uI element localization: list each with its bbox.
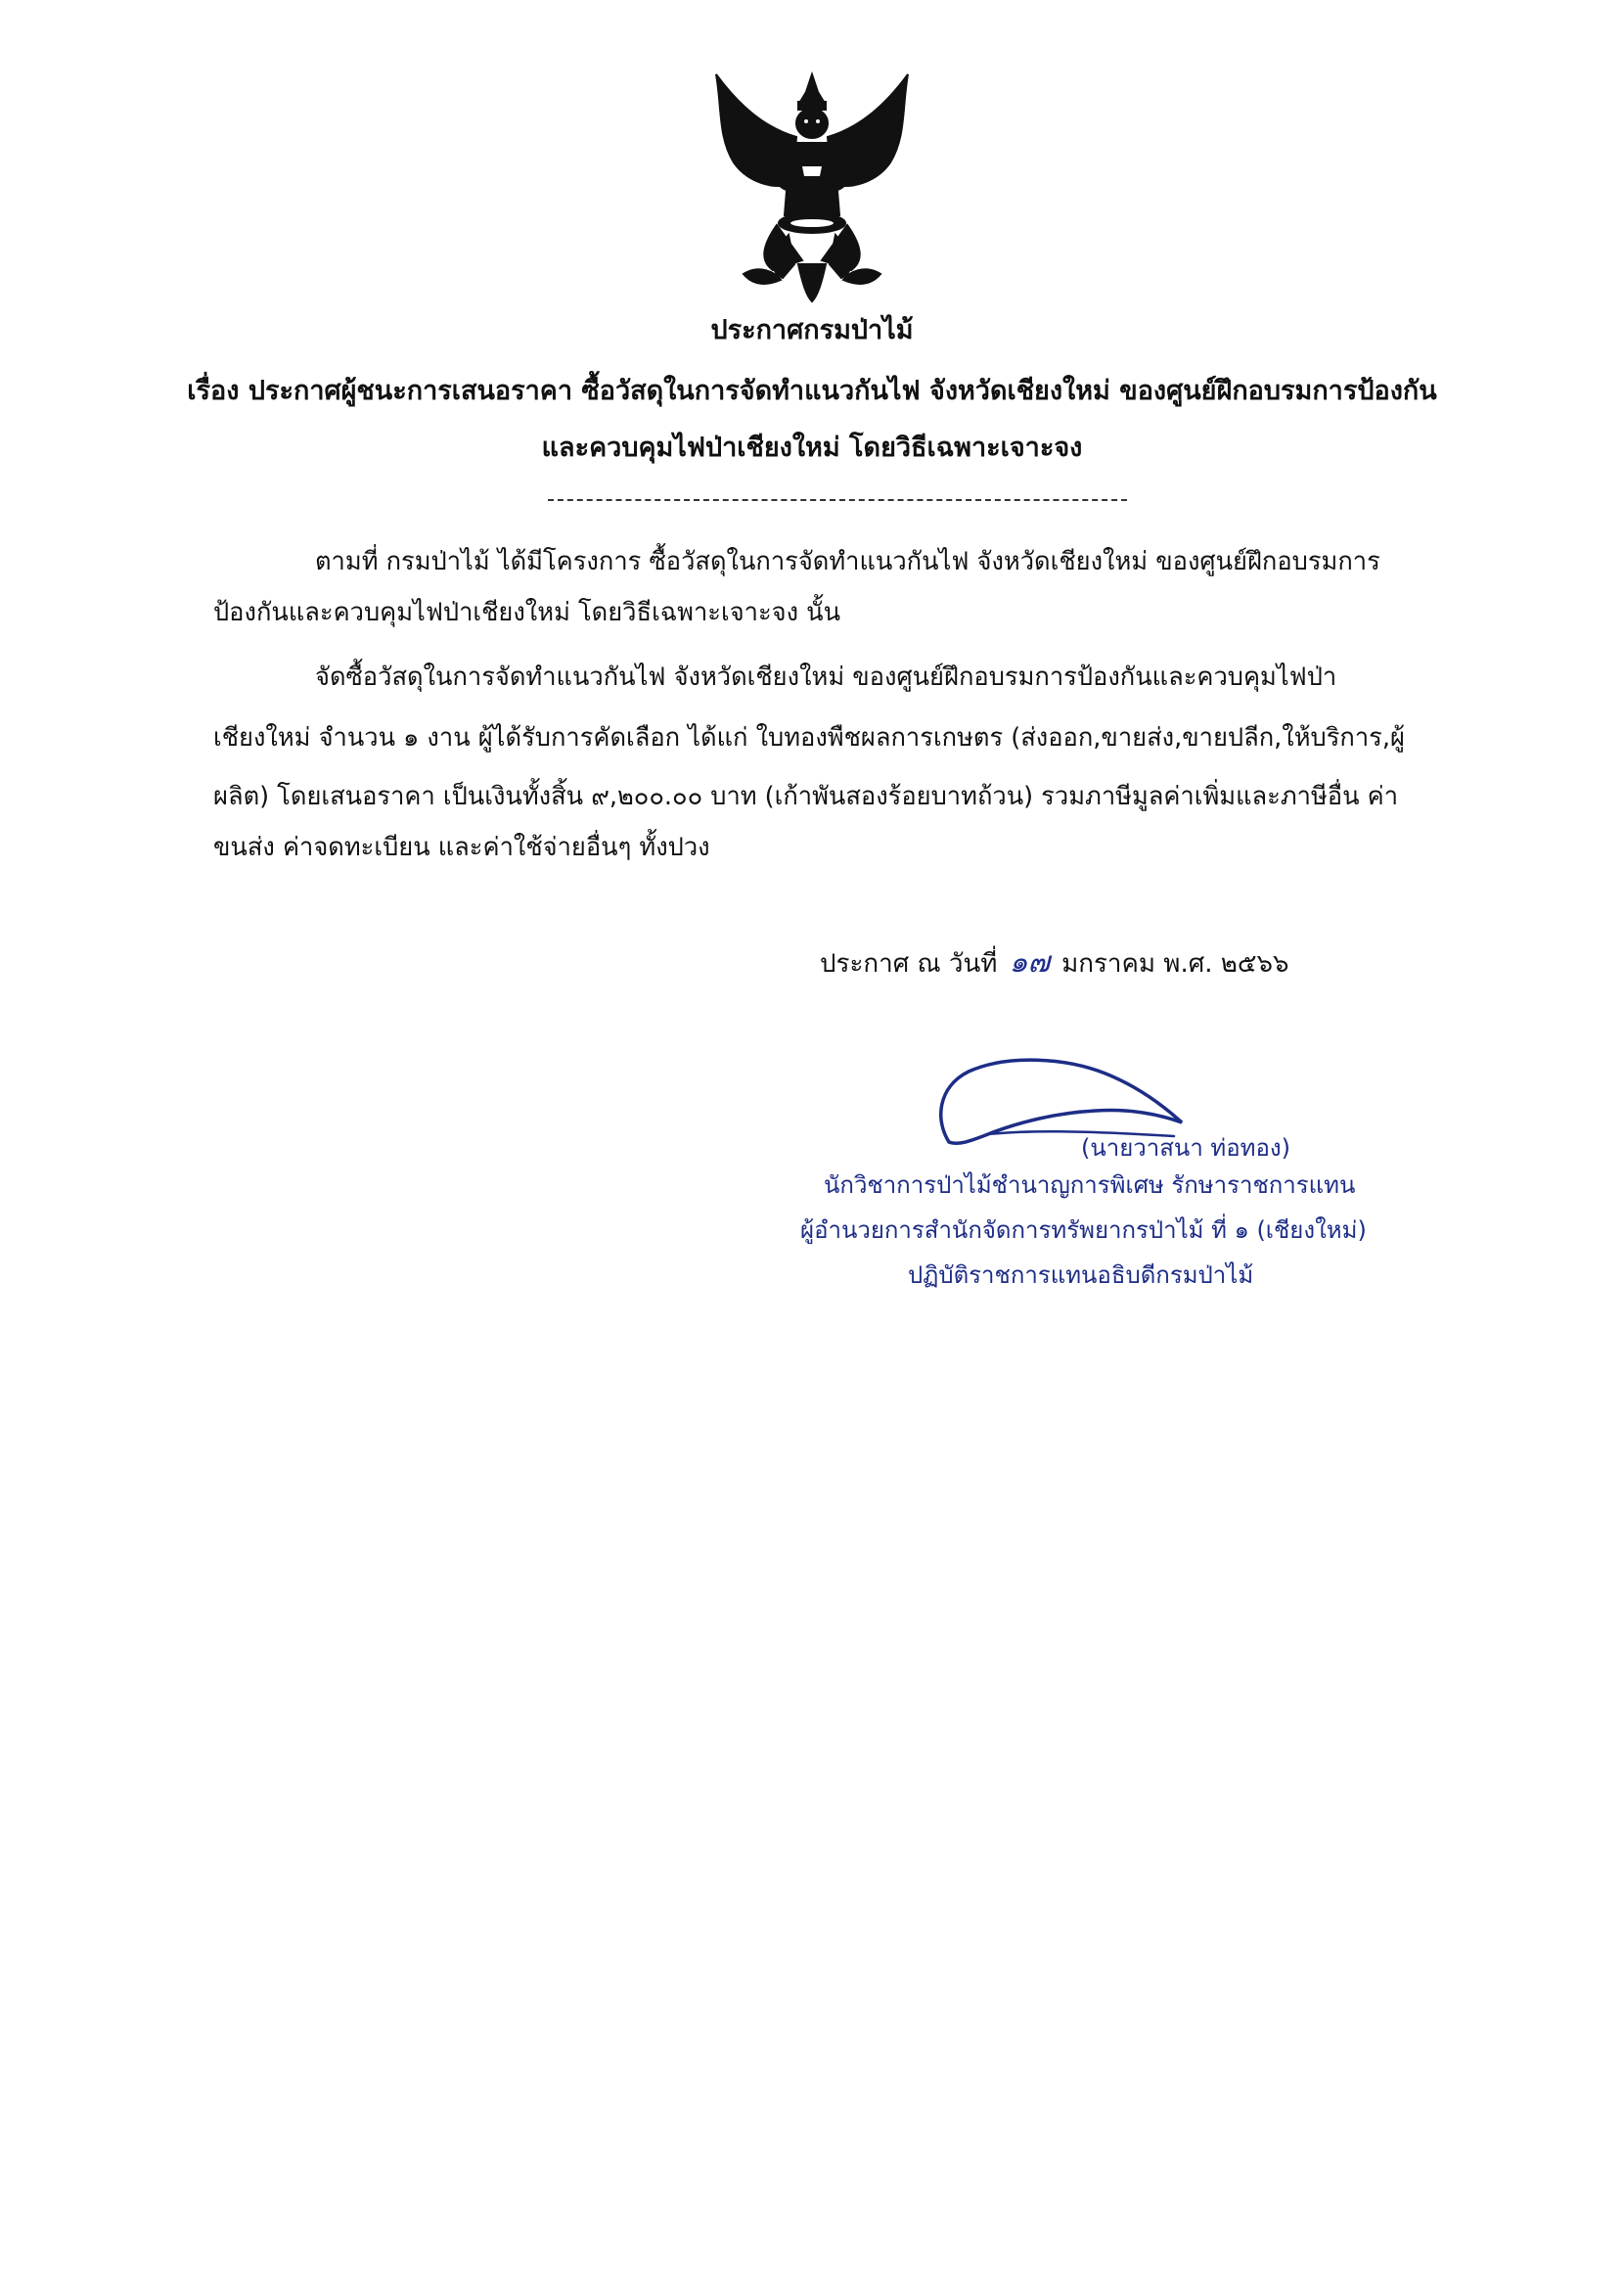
heading-divider <box>548 499 1127 501</box>
signatory-position-2: ผู้อำนวยการสำนักจัดการทรัพยากรป่าไม้ ที่ ๑ (เชียงใหม่) <box>800 1216 1367 1244</box>
document-title: ประกาศกรมป่าไม้ <box>710 315 914 345</box>
signatory-position-1: นักวิชาการป่าไม้ชำนาญการพิเศษ รักษาราชการแทน <box>824 1171 1356 1199</box>
subject-line-1: เรื่อง ประกาศผู้ชนะการเสนอราคา ซื้อวัสดุในการจัดทำแนวกันไฟ จังหวัดเชียงใหม่ ของศูนย์ฝึกอบรมการป้องกัน <box>187 376 1437 406</box>
date-day-handwritten: ๑๗ <box>1009 945 1051 980</box>
paragraph-2-line-2: เชียงใหม่ จำนวน ๑ งาน ผู้ได้รับการคัดเลือก ได้แก่ ใบทองพืชผลการเกษตร (ส่งออก,ขายส่ง,ขายปลีก,ให้บริการ,ผู้ <box>213 723 1405 753</box>
date-prefix: ประกาศ ณ วันที่ <box>820 949 998 979</box>
paragraph-2-line-4: ขนส่ง ค่าจดทะเบียน และค่าใช้จ่ายอื่นๆ ทั้งปวง <box>213 833 710 862</box>
paragraph-1-line-1: ตามที่ กรมป่าไม้ ได้มีโครงการ ซื้อวัสดุในการจัดทำแนวกันไฟ จังหวัดเชียงใหม่ ของศูนย์ฝึกอบรมการ <box>315 547 1380 576</box>
paragraph-2-line-1: จัดซื้อวัสดุในการจัดทำแนวกันไฟ จังหวัดเชียงใหม่ ของศูนย์ฝึกอบรมการป้องกันและควบคุมไฟป่า <box>315 663 1337 692</box>
signatory-name: (นายวาสนา ท่อทอง) <box>1081 1134 1290 1162</box>
garuda-emblem <box>704 69 920 303</box>
signatory-position-3: ปฏิบัติราชการแทนอธิบดีกรมป่าไม้ <box>908 1261 1254 1289</box>
paragraph-1-line-2: ป้องกันและควบคุมไฟป่าเชียงใหม่ โดยวิธีเฉพาะเจาะจง นั้น <box>213 598 841 627</box>
date-month-year: มกราคม พ.ศ. ๒๕๖๖ <box>1061 949 1289 979</box>
paragraph-2-line-3: ผลิต) โดยเสนอราคา เป็นเงินทั้งสิ้น ๙,๒๐๐.๐๐ บาท (เก้าพันสองร้อยบาทถ้วน) รวมภาษีมูลค่าเพิ่มและภาษีอื่น ค่า <box>213 782 1399 811</box>
subject-line-2: และควบคุมไฟป่าเชียงใหม่ โดยวิธีเฉพาะเจาะจง <box>541 433 1083 463</box>
announcement-date <box>820 945 1289 982</box>
